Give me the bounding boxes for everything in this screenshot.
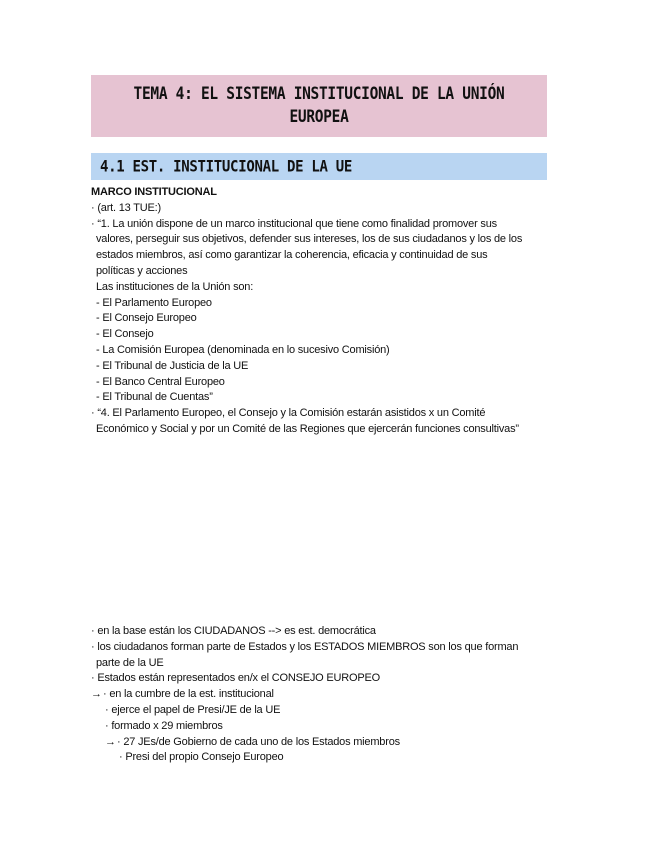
note-line: →· en la cumbre de la est. institucional	[91, 687, 571, 703]
note-line: →· 27 JEs/de Gobierno de cada uno de los Estados miembros	[91, 735, 571, 751]
note-line: parte de la UE	[96, 656, 164, 669]
title-banner	[91, 75, 547, 137]
note-line: · Presi del propio Consejo Europeo	[119, 751, 284, 764]
list-item: - La Comisión Europea (denominada en lo sucesivo Comisión)	[96, 343, 390, 356]
page-title: TEMA 4: EL SISTEMA INSTITUCIONAL DE LA UNIÓN EUROPEA	[133, 85, 505, 127]
note-line: · los ciudadanos forman parte de Estados y los ESTADOS MIEMBROS son los que forman	[91, 640, 519, 653]
list-item: - El Consejo Europeo	[96, 312, 197, 325]
note-line: · ejerce el papel de Presi/JE de la UE	[105, 703, 281, 716]
body-text	[91, 185, 571, 438]
note-line: · Estados están representados en/x el CONSEJO EUROPEO	[91, 672, 380, 685]
arrow-right-icon: →	[105, 735, 116, 748]
section-banner	[91, 153, 547, 180]
text-line: Las instituciones de la Unión son:	[96, 280, 254, 293]
list-item: - El Tribunal de Justicia de la UE	[96, 359, 249, 372]
list-item: - El Consejo	[96, 328, 154, 341]
text-line: · “4. El Parlamento Europeo, el Consejo y la Comisión estarán asistidos x un Comité	[91, 407, 486, 420]
arrow-right-icon: →	[91, 688, 102, 701]
section-title: 4.1 EST. INSTITUCIONAL DE LA UE	[100, 157, 352, 176]
list-item: - El Tribunal de Cuentas”	[96, 391, 213, 404]
text-line: estados miembros, así como garantizar la coherencia, eficacia y continuidad de sus	[96, 249, 488, 262]
text-line: · (art. 13 TUE:)	[91, 201, 161, 214]
list-item: - El Parlamento Europeo	[96, 296, 212, 309]
text-line: políticas y acciones	[96, 264, 188, 277]
notes-block	[91, 624, 571, 766]
list-item: - El Banco Central Europeo	[96, 375, 225, 388]
subheading: MARCO INSTITUCIONAL	[91, 186, 217, 198]
text-line: valores, perseguir sus objetivos, defender sus intereses, los de sus ciudadanos y los de los	[96, 233, 523, 246]
note-line: · en la base están los CIUDADANOS --> es est. democrática	[91, 625, 376, 637]
text-line: · “1. La unión dispone de un marco institucional que tiene como finalidad promover sus	[91, 217, 497, 230]
note-line: · formado x 29 miembros	[105, 719, 223, 732]
text-line: Económico y Social y por un Comité de las Regiones que ejercerán funciones consultivas”	[96, 422, 519, 435]
